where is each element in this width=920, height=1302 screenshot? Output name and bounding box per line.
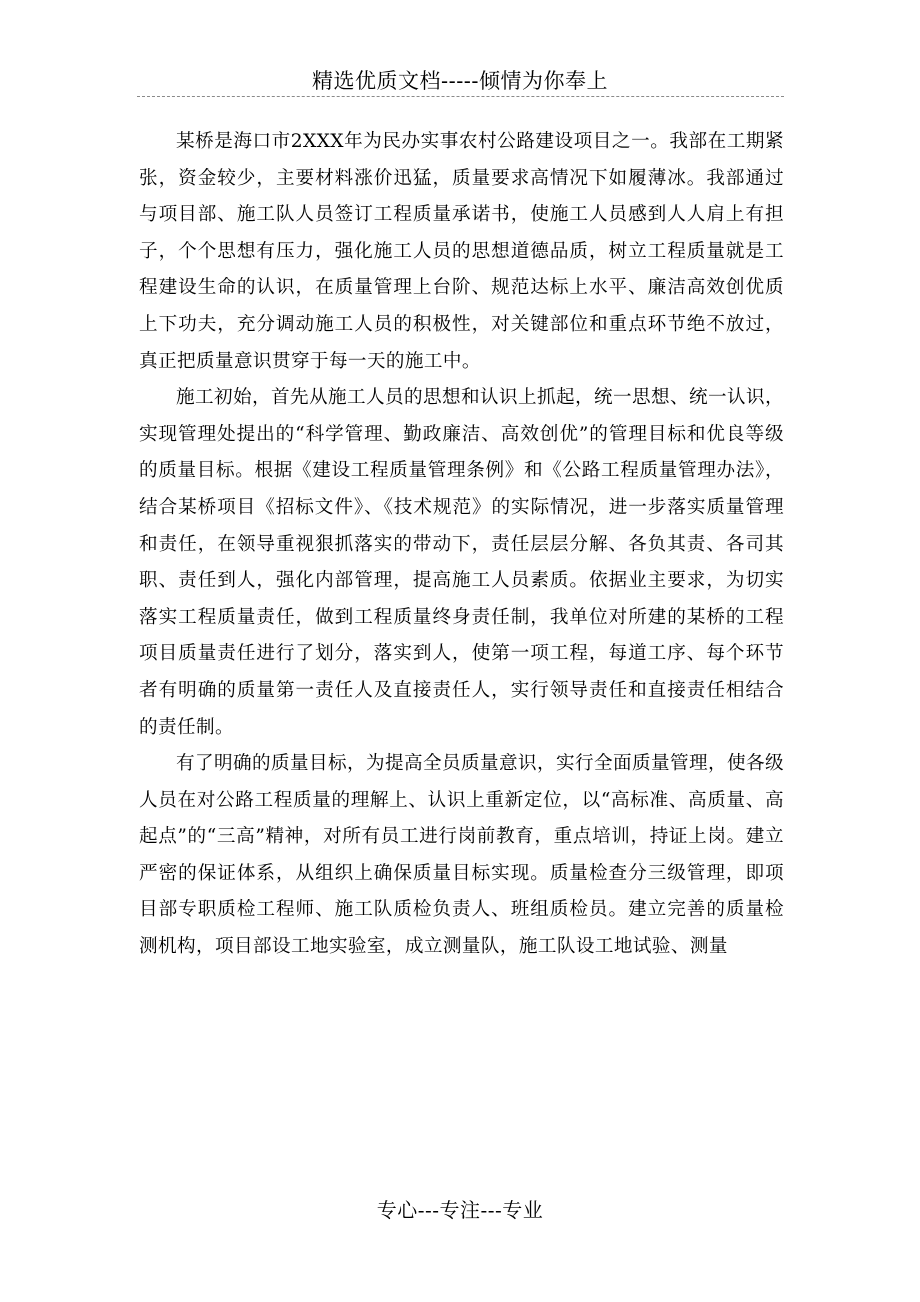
header-divider: [137, 96, 784, 97]
document-body: [139, 124, 784, 966]
paragraph-1: 某桥是海口市2XXX年为民办实事农村公路建设项目之一。我部在工期紧张，资金较少，主要材料涨价迅猛，质量要求高情况下如履薄冰。我部通过与项目部、施工队人员签订工程质量承诺书，使施工人员感到人人肩上有担子，个个思想有压力，强化施工人员的思想道德品质，树立工程质量就是工程建设生命的认识，在质量管理上台阶、规范达标上水平、廉洁高效创优质上下功夫，充分调动施工人员的积极性，对关键部位和重点环节绝不放过，真正把质量意识贯穿于每一天的施工中。: [139, 131, 784, 372]
paragraph-3: 有了明确的质量目标，为提高全员质量意识，实行全面质量管理，使各级人员在对公路工程质量的理解上、认识上重新定位，以“高标准、高质量、高起点”的“三高”精神，对所有员工进行岗前教育，重点培训，持证上岗。建立严密的保证体系，从组织上确保质量目标实现。质量检查分三级管理，即项目部专职质检工程师、施工队质检负责人、班组质检员。建立完善的质量检测机构，项目部设工地实验室，成立测量队，施工队设工地试验、测量: [139, 753, 784, 958]
paragraph-2: 施工初始，首先从施工人员的思想和认识上抓起，统一思想、统一认识，实现管理处提出的“科学管理、勤政廉洁、高效创优”的管理目标和优良等级的质量目标。根据《建设工程质量管理条例》和《公路工程质量管理办法》，结合某桥项目《招标文件》、《技术规范》的实际情况，进一步落实质量管理和责任，在领导重视狠抓落实的带动下，责任层层分解、各负其责、各司其职、责任到人，强化内部管理，提高施工人员素质。依据业主要求，为切实落实工程质量责任，做到工程质量终身责任制，我单位对所建的某桥的工程项目质量责任进行了划分，落实到人，使第一项工程，每道工序、每个环节者有明确的质量第一责任人及直接责任人，实行领导责任和直接责任相结合的责任制。: [139, 387, 784, 738]
footer-text: 专心---专注---专业: [376, 1198, 544, 1222]
header-title: 精选优质文档-----倾情为你奉上: [312, 69, 608, 93]
